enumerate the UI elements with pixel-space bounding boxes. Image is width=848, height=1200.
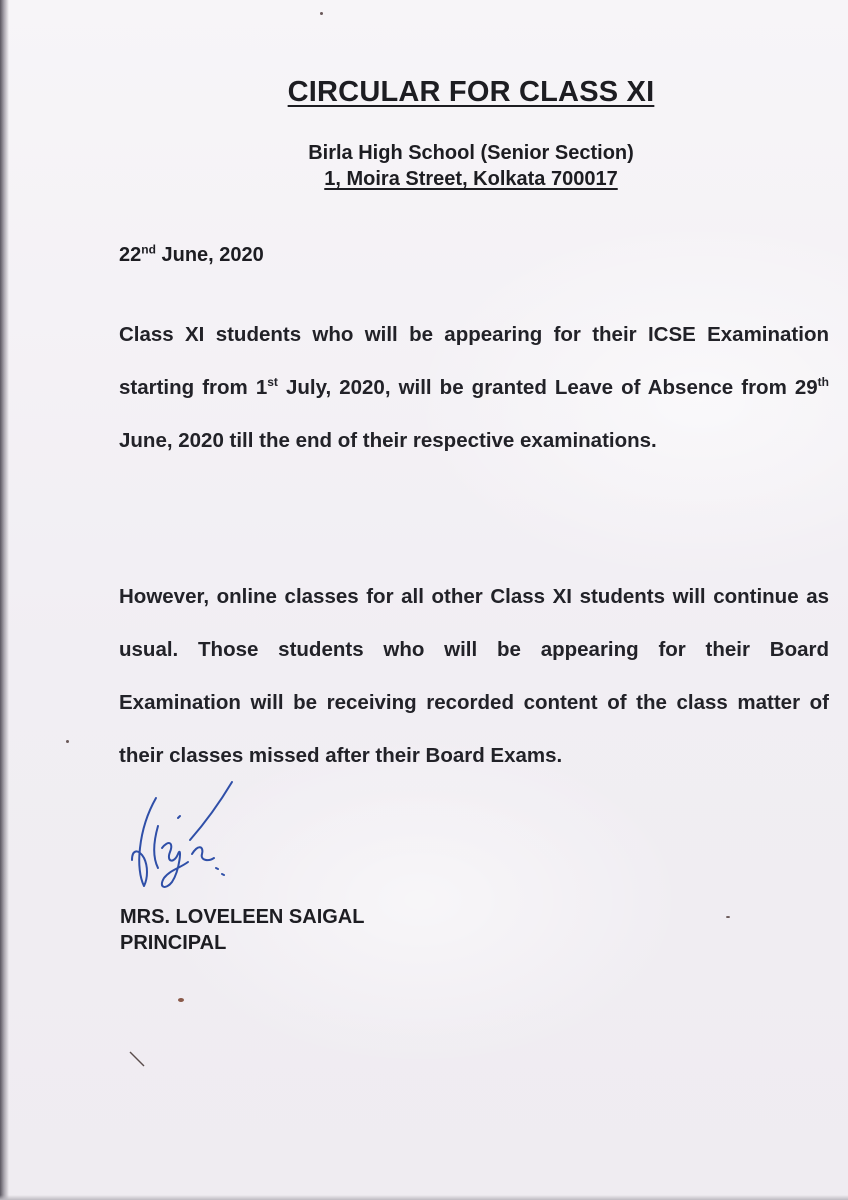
ordinal-suffix: st xyxy=(267,375,278,390)
circular-title: CIRCULAR FOR CLASS XI xyxy=(287,76,655,108)
ordinal-suffix: th xyxy=(817,375,829,390)
date-rest: June, 2020 xyxy=(155,244,264,266)
signatory-designation: PRINCIPAL xyxy=(120,932,227,954)
paragraph-1-text-a: Class XI students who will be appearing for their ICSE Examination starting from 1 xyxy=(119,323,829,399)
signatory-name: MRS. LOVELEEN SAIGAL xyxy=(120,906,365,928)
scan-speck xyxy=(726,916,730,918)
paragraph-online-classes: However, online classes for all other Class XI students will continue as usual. Those students who will be appearing for their Board Examination will be receiving recorded content of the class matter of their classes missed after their Board Exams. xyxy=(119,585,829,767)
scan-speck xyxy=(178,998,184,1002)
scan-bottom-edge xyxy=(0,1195,848,1200)
date-day: 22 xyxy=(119,244,142,266)
paragraph-1-text-c: June, 2020 till the end of their respective examinations. xyxy=(119,429,657,452)
paragraph-1-text-b: July, 2020, will be granted Leave of Absence from 29 xyxy=(277,376,818,399)
school-name: Birla High School (Senior Section) xyxy=(308,142,634,164)
paragraph-leave-of-absence xyxy=(119,308,829,467)
scan-mark xyxy=(128,1050,148,1070)
school-address: 1, Moira Street, Kolkata 700017 xyxy=(324,168,618,190)
circular-date xyxy=(119,244,264,267)
date-suffix: nd xyxy=(141,242,156,257)
scan-speck xyxy=(66,740,69,743)
handwritten-signature-icon xyxy=(118,778,238,908)
scan-speck xyxy=(320,12,323,15)
